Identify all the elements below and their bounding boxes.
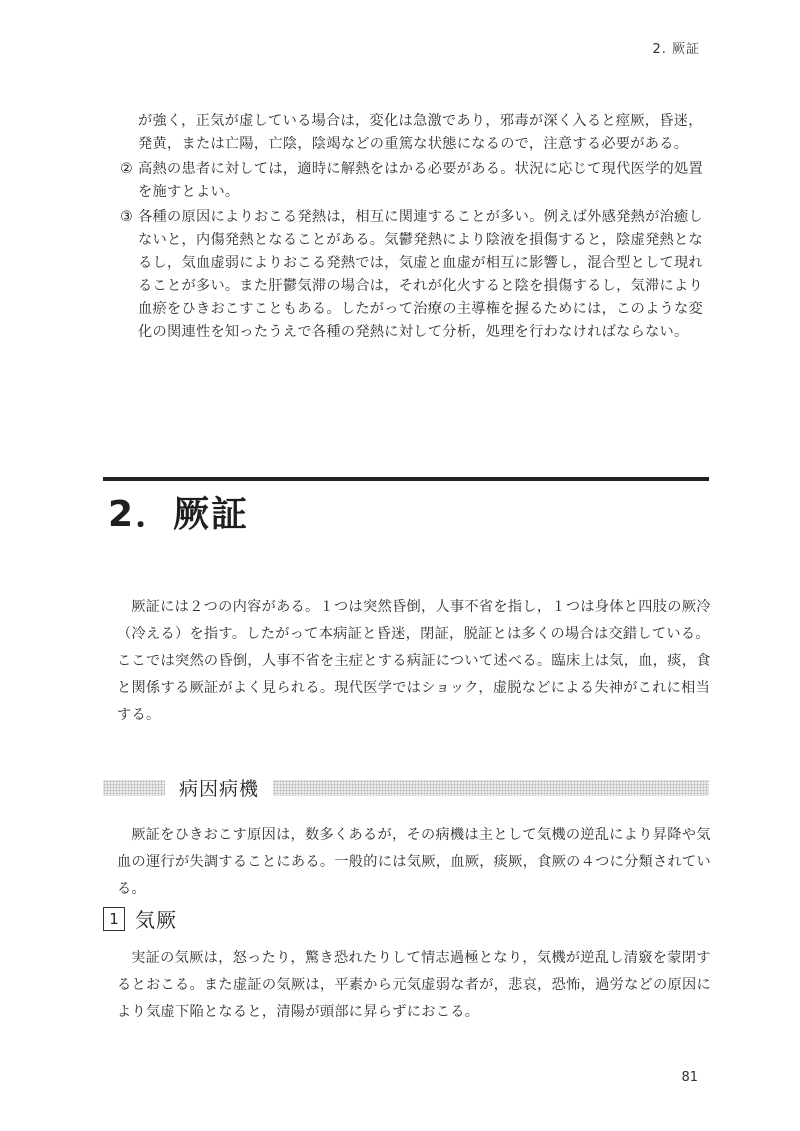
section-title: 病因病機 xyxy=(179,778,260,800)
list-item-text: 各種の原因によりおこる発熱は，相互に関連することが多い。例えば外感発熱が治癒しないと，内傷発熱となることがある。気鬱発熱により陰液を損傷すると，陰虚発熱となるし，気血虚弱によりおこる発熱では，気虚と血虚が相互に影響し，混合型として現れることが多い。また肝鬱気滞の場合は，それが化火すると陰を損傷するし，気滞により血瘀をひきおこすこともある。したがって治療の主導権を握るためには，このような変化の関連性を知ったうえで各種の発熱に対して分析，処理を行わなければならない。 xyxy=(138,209,704,340)
page-number: 81 xyxy=(681,1070,698,1085)
heading-band-pattern-left xyxy=(103,780,165,796)
list-item-text: 高熱の患者に対しては，適時に解熱をはかる必要がある。状況に応じて現代医学的処置を施すとよい。 xyxy=(138,161,704,200)
list-item xyxy=(120,206,710,344)
heading-band-pattern-right xyxy=(273,780,709,796)
running-header: 2. 厥証 xyxy=(652,42,700,57)
subsection-paragraph: 実証の気厥は，怒ったり，驚き恐れたりして情志過極となり，気機が逆乱し清竅を蒙閉するとおこる。また虚証の気厥は，平素から元気虚弱な者が，悲哀，恐怖，過労などの原因により気虚下陥となると，清陽が頭部に昇らずにおこる。 xyxy=(117,950,711,1020)
chapter-intro-paragraph: 厥証には２つの内容がある。１つは突然昏倒，人事不省を指し，１つは身体と四肢の厥冷（冷える）を指す。したがって本病証と昏迷，閉証，脱証とは多くの場合は交錯している。ここでは突然の昏倒，人事不省を主症とする病証について述べる。臨床上は気，血，痰，食と関係する厥証がよく見られる。現代医学ではショック，虚脱などによる失神がこれに相当する。 xyxy=(117,599,711,723)
chapter-divider xyxy=(103,477,709,481)
subsection-title: 気厥 xyxy=(135,908,177,932)
chapter-title: 2．厥証 xyxy=(108,494,250,535)
section-paragraph: 厥証をひきおこす原因は，数多くあるが，その病機は主として気機の逆乱により昇降や気血の運行が失調することにある。一般的には気厥，血厥，痰厥，食厥の４つに分類されている。 xyxy=(117,827,711,897)
list-item-number: ② xyxy=(120,161,134,177)
section-heading xyxy=(103,773,709,801)
subsection-heading xyxy=(103,904,177,933)
list-item-number: ③ xyxy=(120,209,134,225)
list-item xyxy=(120,158,710,204)
continued-text-block xyxy=(120,110,710,346)
subsection-number-box: 1 xyxy=(103,907,125,931)
continuation-paragraph: が強く，正気が虚している場合は，変化は急激であり，邪毒が深く入ると痙厥，昏迷，発黄，または亡陽，亡陰，陰竭などの重篤な状態になるので，注意する必要がある。 xyxy=(138,113,703,152)
